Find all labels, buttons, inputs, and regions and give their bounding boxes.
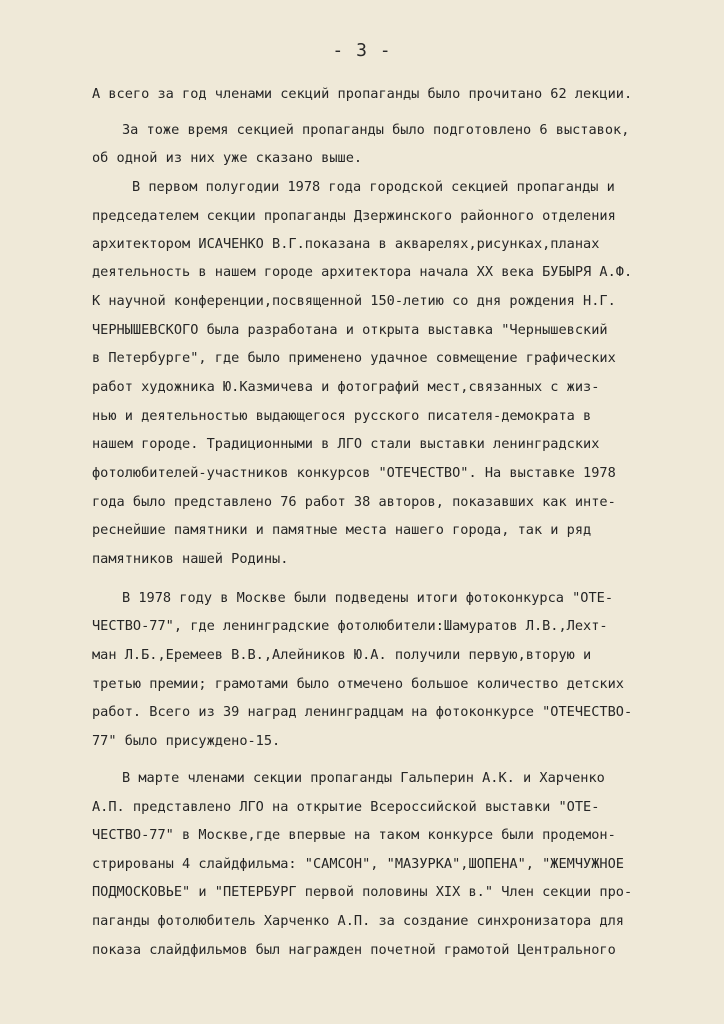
text-line: В первом полугодии 1978 года городской секцией пропаганды и — [132, 179, 615, 195]
text-line: ПОДМОСКОВЬЕ" и "ПЕТЕРБУРГ первой половины XIX в." Член секции про- — [92, 884, 633, 900]
text-line: ЧЕРНЫШЕВСКОГО была разработана и открыта выставка "Чернышевский — [92, 322, 608, 338]
page-number: - 3 - — [332, 40, 392, 61]
text-line: архитектором ИСАЧЕНКО В.Г.показана в акварелях,рисунках,планах — [92, 236, 600, 252]
text-line: А всего за год членами секций пропаганды было прочитано 62 лекции. — [92, 86, 633, 102]
text-line: 77" было присуждено-15. — [92, 733, 281, 749]
text-line: председателем секции пропаганды Дзержинского районного отделения — [92, 208, 616, 224]
text-line: паганды фотолюбитель Харченко А.П. за создание синхронизатора для — [92, 913, 624, 929]
text-line: фотолюбителей-участников конкурсов "ОТЕЧЕСТВО". На выставке 1978 — [92, 465, 616, 481]
text-line: года было представлено 76 работ 38 авторов, показавших как инте- — [92, 494, 616, 510]
text-line: ЧЕСТВО-77" в Москве,где впервые на таком конкурсе были продемон- — [92, 827, 616, 843]
text-line: в Петербурге", где было применено удачное совмещение графических — [92, 350, 616, 366]
text-line: третью премии; грамотами было отмечено большое количество детских — [92, 676, 624, 692]
text-line: К научной конференции,посвященной 150-летию со дня рождения Н.Г. — [92, 293, 616, 309]
text-line: работ художника Ю.Казмичева и фотографий мест,связанных с жиз- — [92, 379, 600, 395]
text-line: ман Л.Б.,Еремеев В.В.,Алейников Ю.А. получили первую,вторую и — [92, 647, 592, 663]
text-line: ЧЕСТВО-77", где ленинградские фотолюбители:Шамуратов Л.В.,Лехт- — [92, 618, 608, 634]
text-line: работ. Всего из 39 наград ленинградцам на фотоконкурсе "ОТЕЧЕСТВО- — [92, 704, 633, 720]
text-line: А.П. представлено ЛГО на открытие Всероссийской выставки "ОТЕ- — [92, 799, 600, 815]
text-line: реснейшие памятники и памятные места нашего города, так и ряд — [92, 522, 592, 538]
text-line: показа слайдфильмов был награжден почетной грамотой Центрального — [92, 942, 616, 958]
text-line: В марте членами секции пропаганды Гальперин А.К. и Харченко — [122, 770, 605, 786]
text-line: стрированы 4 слайдфильма: "САМСОН", "МАЗУРКА",ШОПЕНА", "ЖЕМЧУЖНОЕ — [92, 856, 624, 872]
text-line: нашем городе. Традиционными в ЛГО стали выставки ленинградских — [92, 436, 600, 452]
text-line: памятников нашей Родины. — [92, 551, 289, 567]
text-line: В 1978 году в Москве были подведены итоги фотоконкурса "ОТЕ- — [122, 590, 614, 606]
text-line: За тоже время секцией пропаганды было подготовлено 6 выставок, — [122, 122, 630, 138]
text-line: деятельность в нашем городе архитектора начала XX века БУБЫРЯ А.Ф. — [92, 264, 633, 280]
text-line: об одной из них уже сказано выше. — [92, 150, 363, 166]
text-line: нью и деятельностью выдающегося русского писателя-демократа в — [92, 408, 592, 424]
